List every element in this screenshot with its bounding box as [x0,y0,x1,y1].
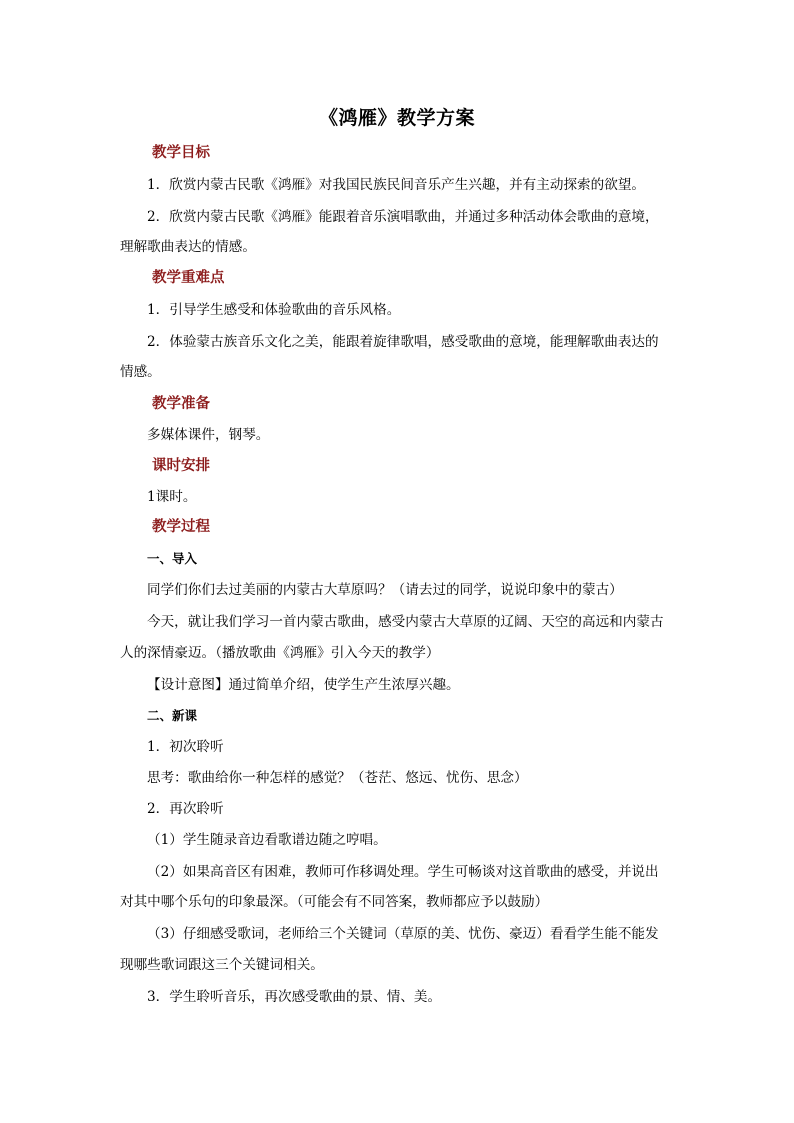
new-lesson-item-2-line-1: （2）如果高音区有困难，教师可作移调处理。学生可畅谈对这首歌曲的感受，并说出 [147,864,659,880]
new-lesson-item-3-line-2: 现哪些歌词跟这三个关键词相关。 [120,957,324,973]
intro-design-intent: 【设计意图】通过简单介绍，使学生产生浓厚兴趣。 [147,677,460,693]
heading-process: 教学过程 [152,518,210,535]
subsection-intro-title: 一、导入 [147,551,198,566]
new-lesson-step-3: 3．学生聆听音乐，再次感受歌曲的景、情、美。 [147,989,442,1005]
goal-1: 1．欣赏内蒙古民歌《鸿雁》对我国民族民间音乐产生兴趣，并有主动探索的欲望。 [147,177,646,193]
intro-paragraph-2-line-2: 人的深情豪迈。（播放歌曲《鸿雁》引入今天的教学） [120,645,440,661]
new-lesson-item-2-line-2: 对其中哪个乐句的印象最深。（可能会有不同答案，教师都应予以鼓励） [120,894,549,910]
new-lesson-think: 思考：歌曲给你一种怎样的感觉？（苍茫、悠远、忧伤、思念） [147,770,528,786]
heading-preparation: 教学准备 [152,395,210,412]
subsection-new-lesson-title: 二、新课 [147,708,198,723]
goal-2-line-2: 理解歌曲表达的情感。 [120,239,256,255]
key-point-1: 1．引导学生感受和体验歌曲的音乐风格。 [147,302,401,318]
preparation-text: 多媒体课件，钢琴。 [147,427,270,443]
goal-2-line-1: 2．欣赏内蒙古民歌《鸿雁》能跟着音乐演唱歌曲，并通过多种活动体会歌曲的意境， [147,209,659,225]
new-lesson-item-3-line-1: （3）仔细感受歌词，老师给三个关键词（草原的美、忧伤、豪迈）看看学生能不能发 [147,926,659,942]
document-title: 《鸿雁》教学方案 [318,107,475,129]
intro-paragraph-1: 同学们你们去过美丽的内蒙古大草原吗？（请去过的同学，说说印象中的蒙古） [147,582,623,598]
key-point-2-line-2: 情感。 [120,364,161,380]
heading-teaching-goals: 教学目标 [152,144,210,161]
new-lesson-step-2: 2．再次聆听 [147,801,224,817]
new-lesson-item-1: （1）学生随录音边看歌谱边随之哼唱。 [147,832,387,848]
new-lesson-step-1: 1．初次聆听 [147,739,224,755]
key-point-2-line-1: 2．体验蒙古族音乐文化之美，能跟着旋律歌唱，感受歌曲的意境，能理解歌曲表达的 [147,334,659,350]
heading-key-points: 教学重难点 [152,269,225,286]
heading-schedule: 课时安排 [152,457,210,474]
schedule-text: 1课时。 [147,489,197,505]
intro-paragraph-2-line-1: 今天，就让我们学习一首内蒙古歌曲，感受内蒙古大草原的辽阔、天空的高远和内蒙古 [147,614,664,630]
